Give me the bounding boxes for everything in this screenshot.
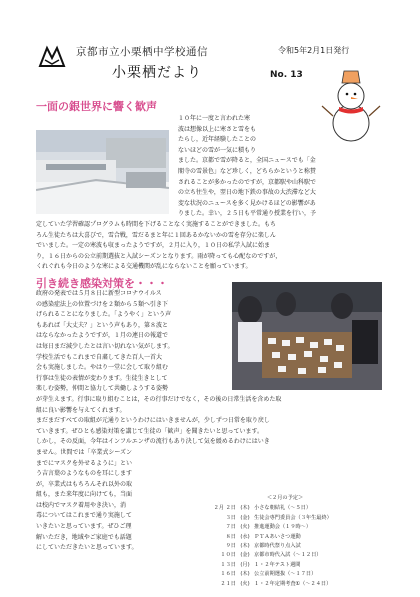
text-line: の立ち往生や，翌日の地下鉄の事故の大渋滞など大 [178, 189, 316, 197]
schedule-row [196, 504, 374, 513]
schedule-date: ９日 [225, 543, 236, 550]
text-line: 行事は生徒の表情が変わります。生徒生きとして [36, 374, 168, 382]
text-line: でいました。一定の寒波も収まったようですが，２月に入り，１０日の私学入試に始ま [36, 242, 271, 250]
text-line: は校内でマスク着用やき決い，消 [36, 501, 127, 509]
text-line: もあれば「大丈夫？」という声もあり，第８波と [36, 321, 169, 329]
text-line: 学校生活でもこれまで自粛してきた百人一首大 [36, 353, 163, 361]
schedule-event: １・２年テスト週間 [254, 561, 301, 568]
text-line: までにマスクを外せるように」とい [36, 459, 133, 467]
schedule-dow: (火) [240, 580, 250, 587]
text-line: まだまだすべての取組が元通りというわけにはいきませんが，少しずつ日常を取り戻し [36, 417, 270, 425]
text-line: くれぐれも今日のような寒による交通機関が乱にならないことを願っています。 [36, 263, 252, 271]
schedule-dow: (金) [240, 552, 250, 559]
schedule-event: 京都市時代入試（～１２日） [254, 552, 322, 559]
schedule-dow: (木) [240, 571, 250, 578]
schedule-dow: (木) [240, 505, 250, 512]
text-line: げられることになりました。「ようやく」という声 [36, 311, 172, 319]
schedule-date: ２月 ２日 [213, 505, 236, 512]
text-line: 組に良い影響を与えてくれます。 [36, 406, 126, 414]
schedule-event: 小さな朝結礼（～５日） [254, 505, 312, 512]
schedule-dow: (水) [240, 533, 250, 540]
schedule-row [196, 523, 374, 532]
section1-heading: 一面の銀世界に響く歓声 [36, 100, 157, 113]
text-line: いきたいと思っています。ぜひご理 [36, 523, 132, 531]
text-line: 解いただき，地域やご家庭でも話題 [36, 533, 132, 541]
schedule-date: １３日 [220, 561, 236, 568]
newsletter-title: 小栗栖だより [112, 65, 202, 81]
schedule-row [196, 533, 374, 542]
schedule-dow: (火) [240, 524, 250, 531]
schedule-event: 京都時代祭り点入試 [254, 543, 301, 550]
schedule-event: ＰＴＡあいさつ運動 [254, 533, 301, 540]
text-line: り，１６日からの公立前期選抜と入試シーズンとなります。雨が降っても心配なのですが， [36, 252, 282, 260]
text-line: ません。世間では「卒業式シーズン [36, 448, 133, 456]
schedule-event: 生徒会専門委員会（３年生最終） [254, 514, 332, 521]
february-schedule [196, 494, 374, 589]
text-line: が芽生えます。行事に取り組むことは，その行事だけでなく，その後の日常生活を含めた取 [36, 395, 282, 403]
text-line: たらし，近年経験したことの [178, 136, 257, 144]
text-line: ないほどの雪が一気に積もり [178, 146, 257, 154]
schedule-dow: (木) [240, 543, 250, 550]
schedule-date: １６日 [220, 571, 236, 578]
issue-number: No. 13 [270, 70, 303, 80]
text-line: 組も，また来年度に向けても，当面 [36, 491, 133, 499]
text-line: ていきます。ぜひとも感染対策を講じて生徒の「歓声」を聞きたいと思っています。 [36, 427, 264, 435]
schedule-row [196, 561, 374, 570]
schedule-event: １・２年定期考査①（～２４日） [254, 580, 332, 587]
schedule-date: ３日 [225, 514, 236, 521]
text-line: しかし，その反面，今年はインフルエンザの流行もあり決して気を緩めるわけにはいき [36, 438, 270, 446]
text-line: されることが多かったのですが，京都駅や山科駅で [178, 178, 317, 186]
text-line: う吉言葉のようなものを耳にします [36, 470, 133, 478]
text-line: １０年に一度と言われた寒 [178, 115, 251, 122]
schedule-heading: ＜２月の予定＞ [266, 495, 304, 501]
schedule-date: ８日 [225, 533, 236, 540]
text-line: 会も実施しました。やはり一堂に会して取り組む [36, 364, 169, 372]
section2-heading: 引き続き感染対策を・・・ [36, 277, 168, 290]
school-logo [38, 44, 66, 68]
schedule-event: 推進運動会（１９時～） [254, 524, 312, 531]
text-line: 毒についてはこれまで通り実施して [36, 512, 132, 520]
schedule-date: １０日 [220, 552, 236, 559]
schedule-row [196, 551, 374, 560]
schedule-row [196, 570, 374, 579]
text-line: りました。幸い，２５日も平常通り授業を行い，予 [178, 210, 317, 218]
text-line: の感染症法上の位置づけを２類から５類へ引き下 [36, 300, 169, 308]
text-line: 政府の発表では５月８日に新型コロナウイルス [36, 290, 162, 297]
schedule-date: ２１日 [220, 580, 236, 587]
text-line: ろん生徒たちは大喜びで，雪合戦，雪だるまと年に１回あるかないかの雪を存分に楽しん [36, 231, 276, 239]
schedule-row [196, 580, 374, 589]
schedule-date: ７日 [225, 524, 236, 531]
text-line: は毎日まだ減少したとは言い切れない気がします。 [36, 342, 174, 350]
section1-text [36, 110, 382, 273]
text-line: 波は想像以上に寒さと雪をも [178, 125, 257, 133]
schedule-dow: (金) [240, 514, 250, 521]
text-line: が，卒業式はもちろんそれ以外の取 [36, 480, 133, 488]
schedule-dow: (月) [240, 561, 250, 568]
school-name: 京都市立小栗栖中学校通信 [76, 46, 208, 58]
text-line: 定していた学習確認プログラムも時間を下げることなく実施することができました。もち [36, 220, 276, 228]
text-line: ました。京都で雪が降ると，全国ニュースでも「金 [178, 157, 316, 165]
schedule-event: 公立前期選抜（～１７日） [254, 571, 317, 578]
text-line: 変な状況のニュースを多く見かけるほどの影響があ [178, 199, 316, 207]
text-line: はならなかったようですが，１月の連日の報道で [36, 332, 169, 340]
text-line: 閣寺の雪景色」など珍しく，どちらかというと称賛 [178, 167, 316, 175]
schedule-row [196, 542, 374, 551]
schedule-row [196, 514, 374, 523]
issue-date: 令和5年2月1日発行 [278, 46, 350, 55]
text-line: にしていただきたいと思っています。 [36, 544, 138, 552]
text-line: 楽しむ姿勢，仲間と協力して共働しようする姿勢 [36, 385, 169, 393]
